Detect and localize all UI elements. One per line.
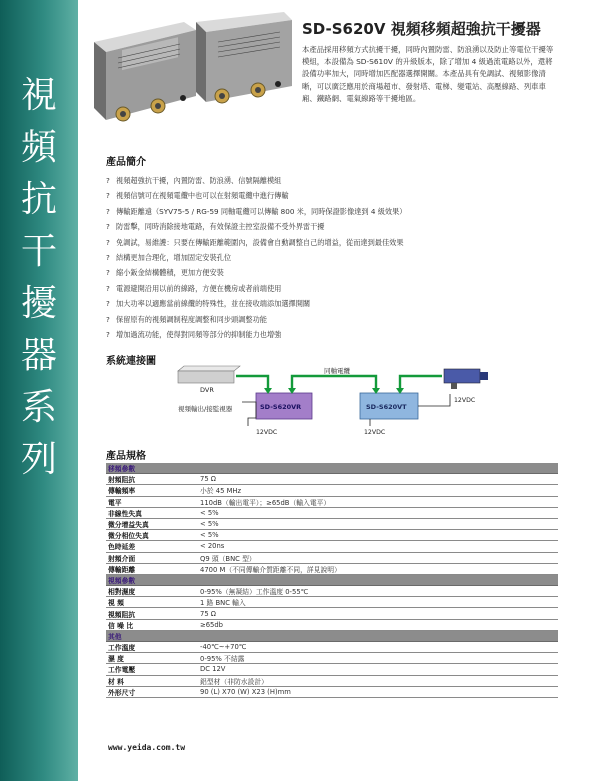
spec-row — [106, 507, 558, 518]
product-photo — [88, 10, 294, 140]
spec-key: 信 噪 比 — [106, 619, 198, 630]
spec-key: 材 料 — [106, 675, 198, 686]
feature-text: 防雷擊，同時消除接地電路，有效保證主控室設備不受外界雷干擾 — [116, 222, 325, 232]
spec-key: 工作溫度 — [106, 642, 198, 653]
feature-item: ? 電源避開沿用以前的線路，方便在機房或者前端使用 — [106, 283, 282, 293]
spec-value: < 5% — [198, 507, 558, 518]
spec-key: 濕 度 — [106, 653, 198, 664]
power-line-right — [418, 394, 450, 406]
spec-row — [106, 664, 558, 675]
spec-value: 0-95%（無凝結）工作溫度 0-55℃ — [198, 586, 558, 597]
spec-row — [106, 686, 558, 697]
power-label-left: 12VDC — [256, 429, 278, 436]
features-heading: 產品簡介 — [106, 157, 146, 168]
series-title-char: 系 — [20, 387, 57, 428]
spec-key: 傳輸頻率 — [106, 485, 198, 496]
feature-item: ? 傳輸距離遠（SYV75-5 / RG-59 同軸電纜可以傳輸 800 米，同時保證影像達到 4 級效果） — [106, 206, 407, 216]
feature-item: ? 視頻信號可在視頻電纜中也可以在射頻電纜中進行傳輸 — [106, 191, 289, 201]
features-list — [106, 173, 546, 342]
spec-row — [106, 485, 558, 496]
receiver-unit-image — [196, 12, 292, 103]
dvr-to-sender-line — [236, 376, 268, 392]
dvr-label: DVR — [200, 386, 214, 394]
spec-row — [106, 608, 558, 619]
camera-to-receiver-line — [400, 376, 442, 392]
series-title-char: 器 — [20, 335, 57, 376]
spec-value: DC 12V — [198, 664, 558, 675]
spec-row — [106, 563, 558, 574]
feature-item: ? 防雷擊，同時消除接地電路，有效保證主控室設備不受外界雷干擾 — [106, 222, 325, 232]
dvr-box — [178, 366, 240, 371]
feature-item: ? 結構更加合理化，增加固定安裝孔位 — [106, 253, 232, 263]
dvr-box-front — [178, 371, 234, 383]
monitor-out-label: 視頻輸出/接監視器 — [178, 405, 233, 413]
spec-row — [106, 530, 558, 541]
diagram-heading: 系統連接圖 — [106, 356, 156, 367]
spec-value: < 5% — [198, 530, 558, 541]
footer-url: www.yeida.com.tw — [108, 743, 186, 752]
coax-cable-line — [292, 376, 376, 392]
product-intro: 本產品採用移頻方式抗擾干擾，同時內置防雷、防浪湧以及防止等電位干擾等模組，本設備為 SD-S610V 的升級版本，除了增加 4 級過流電路以外，還將設備功率加大，同時增加匹配器選擇開關。本產品具有免調試、視頻影像清晰，可以廣泛應用於商場超市、發射塔、電梯、變電站、高壓線路、列車車廂、鐵路網、電氣線路等干擾地區。 — [302, 45, 554, 103]
spec-row — [106, 474, 558, 485]
feature-text: 縮小鈑金結構體積，更加方便安裝 — [116, 268, 224, 278]
feature-text: 視頻超強抗干擾，內置防雷、防浪湧、信號隔離模組 — [116, 176, 282, 185]
feature-text: 電源避開沿用以前的線路，方便在機房或者前端使用 — [116, 283, 282, 293]
power-label-mid: 12VDC — [364, 429, 386, 436]
transmitter-unit-image — [94, 22, 196, 121]
series-title-char: 列 — [20, 439, 57, 480]
feature-text: 保留原有的視頻調制程度調整和同步頭調整功能 — [116, 314, 267, 324]
spec-row — [106, 597, 558, 608]
spec-value: Q9 頭（BNC 型） — [198, 552, 558, 563]
spec-row — [106, 653, 558, 664]
feature-item: ? 縮小鈑金結構體積，更加方便安裝 — [106, 268, 224, 278]
product-title: SD-S620V 視頻移頻超強抗干擾器 — [302, 20, 541, 38]
spec-value: < 20ns — [198, 541, 558, 552]
series-title-char: 干 — [20, 231, 57, 272]
power-line-left — [242, 402, 256, 426]
feature-text: 增加過流功能，使得對同頻等部分的抑制能力也增強 — [116, 330, 282, 340]
camera-icon — [444, 369, 488, 389]
spec-row — [106, 675, 558, 686]
spec-key: 其他 — [106, 630, 198, 641]
spec-key: 工作電壓 — [106, 664, 198, 675]
spec-value: 小於 45 MHz — [198, 485, 558, 496]
feature-text: 視頻信號可在視頻電纜中也可以在射頻電纜中進行傳輸 — [116, 191, 289, 201]
feature-text: 結構更加合理化，增加固定安裝孔位 — [116, 253, 232, 263]
feature-item: ? 視頻超強抗干擾，內置防雷、防浪湧、信號隔離模組 — [106, 176, 282, 185]
spec-row — [106, 518, 558, 529]
spec-value — [198, 463, 558, 474]
feature-item: ? 增加過流功能，使得對同頻等部分的抑制能力也增強 — [106, 330, 282, 340]
series-title-char: 視 — [20, 75, 57, 116]
spec-value: 0-95% 不結露 — [198, 653, 558, 664]
spec-key: 微分增益失真 — [106, 518, 198, 529]
spec-key: 視頻阻抗 — [106, 608, 198, 619]
spec-key: 射頻阻抗 — [106, 474, 198, 485]
series-title-char: 擾 — [20, 283, 57, 324]
spec-key: 微分相位失真 — [106, 530, 198, 541]
spec-key: 相對濕度 — [106, 586, 198, 597]
spec-key: 移頻參數 — [106, 463, 198, 474]
spec-row — [106, 619, 558, 630]
spec-value: -40℃~+70℃ — [198, 642, 558, 653]
spec-key: 電平 — [106, 496, 198, 507]
sender-label: SD-S620VR — [260, 403, 302, 411]
spec-value: 4700 M（不同傳輸介質距離不同，詳見說明） — [198, 563, 558, 574]
spec-value: 90 (L) X70 (W) X23 (H)mm — [198, 686, 558, 697]
feature-item: ? 加大功率以適應當前線纜的特殊性，並在接收端添加選擇開關 — [106, 299, 311, 309]
spec-value: 110dB（輸出電平）；≥65dB（輸入電平） — [198, 496, 558, 507]
spec-key: 傳輸距離 — [106, 563, 198, 574]
spec-key: 外形尺寸 — [106, 686, 198, 697]
spec-value: 75 Ω — [198, 608, 558, 619]
system-diagram — [170, 364, 500, 440]
spec-row — [106, 541, 558, 552]
spec-value — [198, 630, 558, 641]
spec-key: 視頻參數 — [106, 574, 198, 585]
spec-key: 非線性失真 — [106, 507, 198, 518]
feature-text: 免調試，易維護：只要在傳輸距離範圍內，設備會自動調整自己的增益，從而達到最佳效果 — [116, 237, 404, 247]
feature-text: 加大功率以適應當前線纜的特殊性，並在接收端添加選擇開關 — [116, 299, 311, 309]
spec-key: 色時延差 — [106, 541, 198, 552]
spec-section-row — [106, 463, 558, 474]
spec-value: < 5% — [198, 518, 558, 529]
spec-value: 75 Ω — [198, 474, 558, 485]
feature-text: 傳輸距離遠（SYV75-5 / RG-59 同軸電纜可以傳輸 800 米，同時保證影像達到 4 級效果） — [116, 206, 407, 216]
spec-row — [106, 496, 558, 507]
power-label-right: 12VDC — [454, 397, 476, 404]
spec-heading: 產品規格 — [106, 451, 146, 462]
spec-key: 視 頻 — [106, 597, 198, 608]
spec-row — [106, 552, 558, 563]
series-title-char: 頻 — [20, 127, 57, 168]
feature-item: ? 免調試，易維護：只要在傳輸距離範圍內，設備會自動調整自己的增益，從而達到最佳效果 — [106, 237, 404, 247]
spec-section-row — [106, 630, 558, 641]
sidebar-banner — [0, 0, 78, 781]
spec-table — [106, 463, 558, 698]
coax-cable-label: 同軸電纜 — [324, 367, 350, 375]
spec-value: 1 路 BNC 輸入 — [198, 597, 558, 608]
receiver-label: SD-S620VT — [366, 403, 407, 411]
spec-section-row — [106, 574, 558, 585]
spec-value: ≥65db — [198, 619, 558, 630]
feature-item: ? 保留原有的視頻調制程度調整和同步頭調整功能 — [106, 314, 267, 324]
spec-key: 射頻介面 — [106, 552, 198, 563]
spec-row — [106, 642, 558, 653]
series-title — [10, 70, 68, 486]
series-title-char: 抗 — [20, 179, 57, 220]
spec-value — [198, 574, 558, 585]
spec-value: 鋁型材（非防水設計） — [198, 675, 558, 686]
spec-row — [106, 586, 558, 597]
